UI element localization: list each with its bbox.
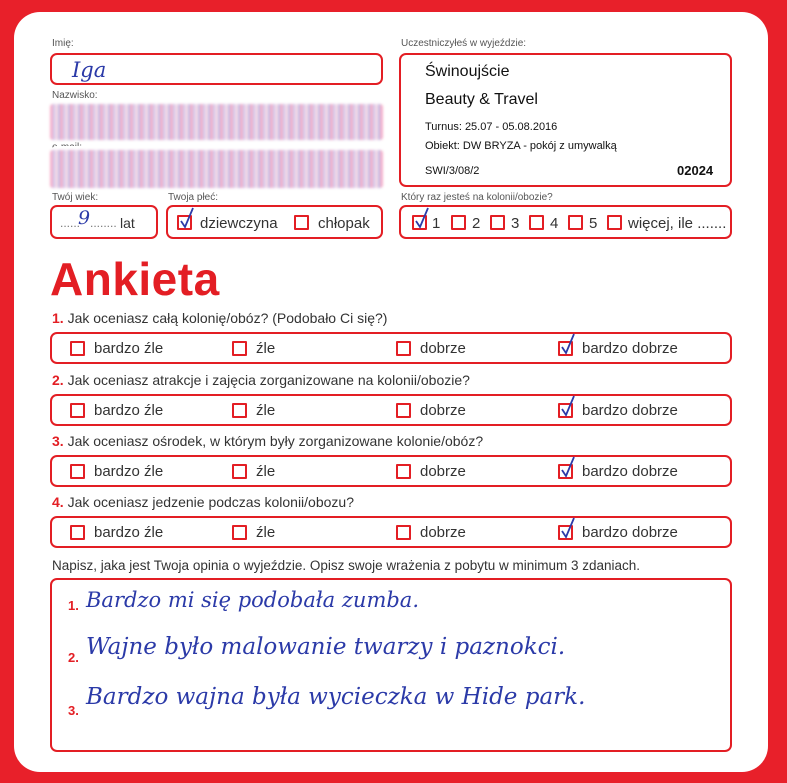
rating-option-good: dobrze: [420, 463, 466, 480]
age-dots-before: ......: [60, 216, 81, 230]
gender-option-female: dziewczyna: [200, 215, 278, 232]
question-number: 2.: [52, 372, 64, 388]
rating-option-very-good: bardzo dobrze: [582, 463, 678, 480]
question-number: 4.: [52, 494, 64, 510]
gender-checkbox-female[interactable]: [177, 215, 192, 230]
times-option-4: 4: [550, 215, 559, 232]
age-dots-after: ........: [90, 216, 117, 230]
question-text: Jak oceniasz całą kolonię/obóz? (Podobało Ci się?): [67, 310, 388, 326]
times-checkbox-2[interactable]: [451, 215, 466, 230]
times-checkbox-5[interactable]: [568, 215, 583, 230]
rating-option-very-good: bardzo dobrze: [582, 524, 678, 541]
rating-checkbox-very-bad[interactable]: [70, 464, 85, 479]
question-number: 1.: [52, 310, 64, 326]
gender-field: [166, 205, 383, 239]
question-text: Jak oceniasz atrakcje i zajęcia zorganizowane na kolonii/obozie?: [67, 372, 470, 388]
rating-checkbox-very-good[interactable]: [558, 403, 573, 418]
opinion-prompt: Napisz, jaka jest Twoja opinia o wyjeździe. Opisz swoje wrażenia z pobytu w minimum 3 zdaniach.: [52, 558, 641, 573]
rating-checkbox-very-bad[interactable]: [70, 403, 85, 418]
opinion-number-2: 2.: [68, 650, 79, 665]
camp-code: SWI/3/08/2: [425, 165, 480, 177]
opinion-number-1: 1.: [68, 598, 79, 613]
question-2-answers: [50, 394, 732, 426]
times-option-1: 1: [432, 215, 441, 232]
rating-checkbox-very-bad[interactable]: [70, 341, 85, 356]
rating-option-good: dobrze: [420, 402, 466, 419]
question-1: [52, 310, 387, 326]
opinion-line-3: Bardzo wajna była wycieczka w Hide park.: [86, 684, 586, 710]
rating-checkbox-very-good[interactable]: [558, 464, 573, 479]
survey-title: Ankieta: [50, 253, 220, 305]
surname-field[interactable]: [50, 104, 383, 140]
times-option-more: więcej, ile .......: [628, 215, 727, 232]
gender-checkbox-male[interactable]: [294, 215, 309, 230]
rating-option-very-good: bardzo dobrze: [582, 402, 678, 419]
rating-checkbox-very-good[interactable]: [558, 341, 573, 356]
question-4-answers: [50, 516, 732, 548]
opinion-line-2: Wajne było malowanie twarzy i paznokci.: [86, 634, 566, 660]
question-number: 3.: [52, 433, 64, 449]
rating-checkbox-good[interactable]: [396, 403, 411, 418]
age-field[interactable]: [50, 205, 158, 239]
camp-name: Beauty & Travel: [425, 91, 538, 108]
check-icon: [561, 396, 575, 418]
surname-redaction: [50, 104, 383, 140]
question-3: [52, 433, 483, 449]
rating-checkbox-bad[interactable]: [232, 403, 247, 418]
times-option-3: 3: [511, 215, 520, 232]
rating-option-good: dobrze: [420, 340, 466, 357]
times-label: Który raz jesteś na kolonii/obozie?: [401, 192, 553, 203]
rating-option-bad: źle: [256, 524, 276, 541]
opinion-number-3: 3.: [68, 703, 79, 718]
times-field: [399, 205, 732, 239]
rating-checkbox-very-bad[interactable]: [70, 525, 85, 540]
rating-option-bad: źle: [256, 340, 276, 357]
email-redaction: [50, 150, 383, 188]
camp-object: Obiekt: DW BRYZA - pokój z umywalką: [425, 140, 617, 152]
question-4: [52, 494, 354, 510]
rating-checkbox-bad[interactable]: [232, 341, 247, 356]
camp-turnus: Turnus: 25.07 - 05.08.2016: [425, 121, 558, 133]
times-checkbox-1[interactable]: [412, 215, 427, 230]
times-checkbox-4[interactable]: [529, 215, 544, 230]
times-checkbox-more[interactable]: [607, 215, 622, 230]
camp-number: 02024: [677, 163, 714, 178]
rating-option-very-bad: bardzo źle: [94, 402, 164, 419]
gender-option-male: chłopak: [318, 215, 370, 232]
name-label: Imię:: [52, 38, 74, 49]
rating-option-bad: źle: [256, 402, 276, 419]
check-icon: [561, 334, 575, 356]
check-icon: [415, 208, 429, 230]
age-value: 9: [78, 207, 91, 229]
rating-option-very-bad: bardzo źle: [94, 463, 164, 480]
question-text: Jak oceniasz jedzenie podczas kolonii/obozu?: [67, 494, 354, 510]
times-option-2: 2: [472, 215, 481, 232]
rating-checkbox-bad[interactable]: [232, 525, 247, 540]
rating-checkbox-good[interactable]: [396, 525, 411, 540]
question-text: Jak oceniasz ośrodek, w którym były zorganizowane kolonie/obóz?: [67, 433, 484, 449]
opinion-line-1: Bardzo mi się podobała zumba.: [86, 588, 419, 612]
check-icon: [180, 208, 194, 230]
age-unit: lat: [120, 215, 135, 231]
rating-checkbox-good[interactable]: [396, 341, 411, 356]
gender-label: Twoja płeć:: [168, 192, 219, 203]
check-icon: [561, 518, 575, 540]
rating-option-very-good: bardzo dobrze: [582, 340, 678, 357]
rating-checkbox-very-good[interactable]: [558, 525, 573, 540]
rating-checkbox-good[interactable]: [396, 464, 411, 479]
age-label: Twój wiek:: [52, 192, 99, 203]
rating-checkbox-bad[interactable]: [232, 464, 247, 479]
rating-option-very-bad: bardzo źle: [94, 340, 164, 357]
name-field[interactable]: [50, 53, 383, 85]
rating-option-good: dobrze: [420, 524, 466, 541]
participant-label: Uczestniczyłeś w wyjeździe:: [401, 38, 527, 49]
times-option-5: 5: [589, 215, 598, 232]
check-icon: [561, 457, 575, 479]
camp-info-box: [399, 53, 732, 187]
question-3-answers: [50, 455, 732, 487]
rating-option-bad: źle: [256, 463, 276, 480]
email-field[interactable]: [50, 146, 383, 188]
question-2: [52, 372, 470, 388]
times-checkbox-3[interactable]: [490, 215, 505, 230]
opinion-field[interactable]: [50, 578, 732, 752]
question-1-answers: [50, 332, 732, 364]
rating-option-very-bad: bardzo źle: [94, 524, 164, 541]
surname-label: Nazwisko:: [52, 90, 98, 101]
name-value: Iga: [72, 58, 107, 82]
camp-city: Świnoujście: [425, 63, 510, 80]
